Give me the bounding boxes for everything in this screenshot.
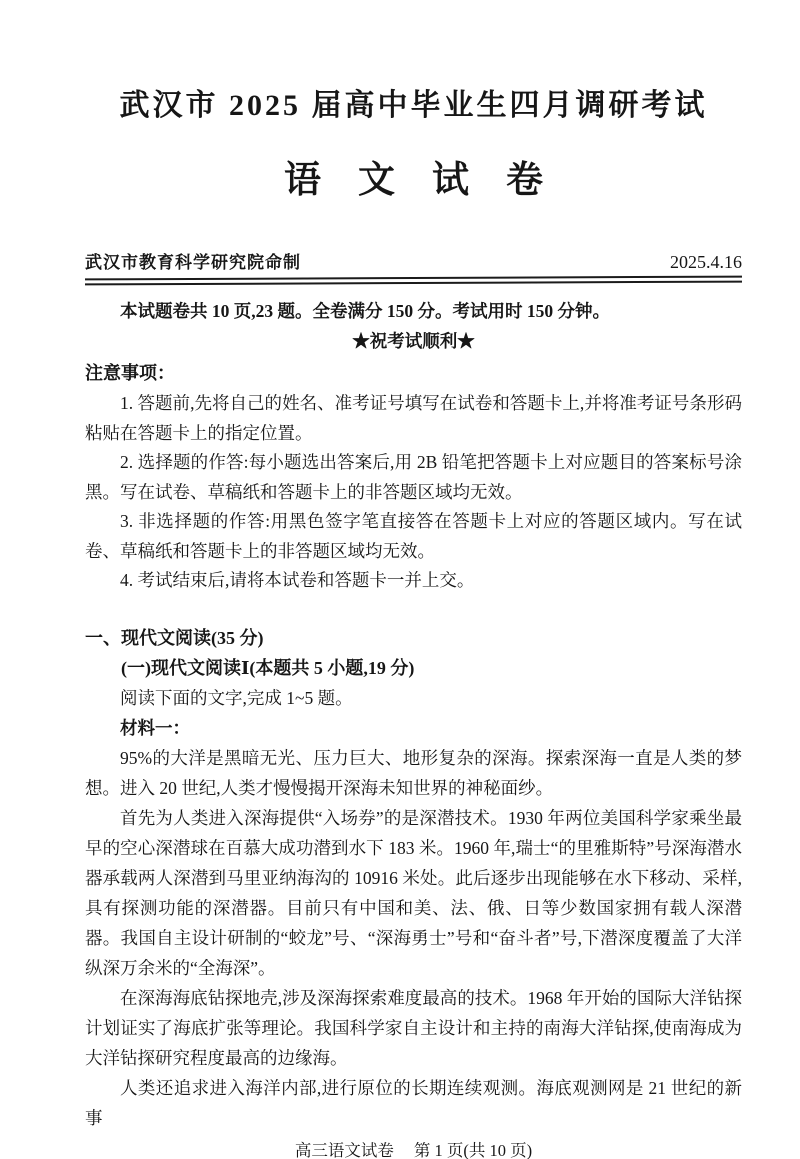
- notice-item-3: 3. 非选择题的作答:用黑色签字笔直接答在答题卡上对应的答题区域内。写在试卷、草稿纸和答题卡上的非答题区域均无效。: [85, 511, 742, 561]
- good-luck-line: ★祝考试顺利★: [352, 331, 475, 351]
- exam-date: 2025.4.16: [670, 252, 742, 272]
- section-one-modern-reading: [85, 623, 742, 1133]
- material-paragraph-4: 人类还追求进入海洋内部,进行原位的长期连续观测。海底观测网是 21 世纪的新事: [85, 1077, 742, 1128]
- header-divider: [85, 276, 742, 286]
- footer-doc-label: 高三语文试卷: [294, 1140, 394, 1159]
- reading-instruction: 阅读下面的文字,完成 1~5 题。: [120, 687, 353, 708]
- subject-title: 语 文 试 卷: [284, 160, 543, 201]
- material-paragraph-2: 首先为人类进入深海提供“入场券”的是深潜技术。1930 年两位美国科学家乘坐最早的空心深潜球在百慕大成功潜到水下 183 米。1960 年,瑞士“的里雅斯特”号深海潜水器承载两人深潜到马里亚纳海沟的 10916 米处。此后逐步出现能够在水下移动、采样,具有探测功能的深潜器。目前只有中国和美、法、俄、日等少数国家拥有载人深潜器。我国自主设计研制的“蛟龙”号、“深海勇士”号和“奋斗者”号,下潜深度覆盖了大洋纵深万余米的“全海深”。: [85, 807, 742, 978]
- notice-item-4: 4. 考试结束后,请将本试卷和答题卡一并上交。: [120, 570, 475, 590]
- issuer-row: [85, 248, 742, 273]
- section-subheading: (一)现代文阅读Ⅰ(本题共 5 小题,19 分): [121, 657, 415, 678]
- section-heading: 一、现代文阅读(35 分): [85, 627, 264, 648]
- notice-item-2: 2. 选择题的作答:每小题选出答案后,用 2B 铅笔把答题卡上对应题目的答案标号涂黑。写在试卷、草稿纸和答题卡上的非答题区域均无效。: [85, 452, 742, 502]
- material-paragraph-1: 95%的大洋是黑暗无光、压力巨大、地形复杂的深海。探索深海一直是人类的梦想。进入 20 世纪,人类才慢慢揭开深海未知世界的神秘面纱。: [85, 747, 742, 798]
- notices-heading: 注意事项：: [85, 363, 175, 383]
- exam-title: 武汉市 2025 届高中毕业生四月调研考试: [119, 89, 708, 122]
- notice-item-1: 1. 答题前,先将自己的姓名、准考证号填写在试卷和答题卡上,并将准考证号条形码粘贴在答题卡上的指定位置。: [85, 393, 742, 443]
- exam-info-line: 本试题卷共 10 页,23 题。全卷满分 150 分。考试用时 150 分钟。: [120, 301, 610, 321]
- page-footer: [85, 1138, 742, 1159]
- footer-page-indicator: 第 1 页(共 10 页): [413, 1140, 533, 1159]
- issuer-label: 武汉市教育科学研究院命制: [85, 253, 301, 272]
- front-matter: [85, 296, 742, 596]
- material-one-label: 材料一：: [120, 717, 190, 738]
- material-paragraph-3: 在深海海底钻探地壳,涉及深海探索难度最高的技术。1968 年开始的国际大洋钻探计划证实了海底扩张等理论。我国科学家自主设计和主持的南海大洋钻探,使南海成为大洋钻探研究程度最高的边缘海。: [85, 987, 742, 1068]
- paper-header: [85, 86, 742, 284]
